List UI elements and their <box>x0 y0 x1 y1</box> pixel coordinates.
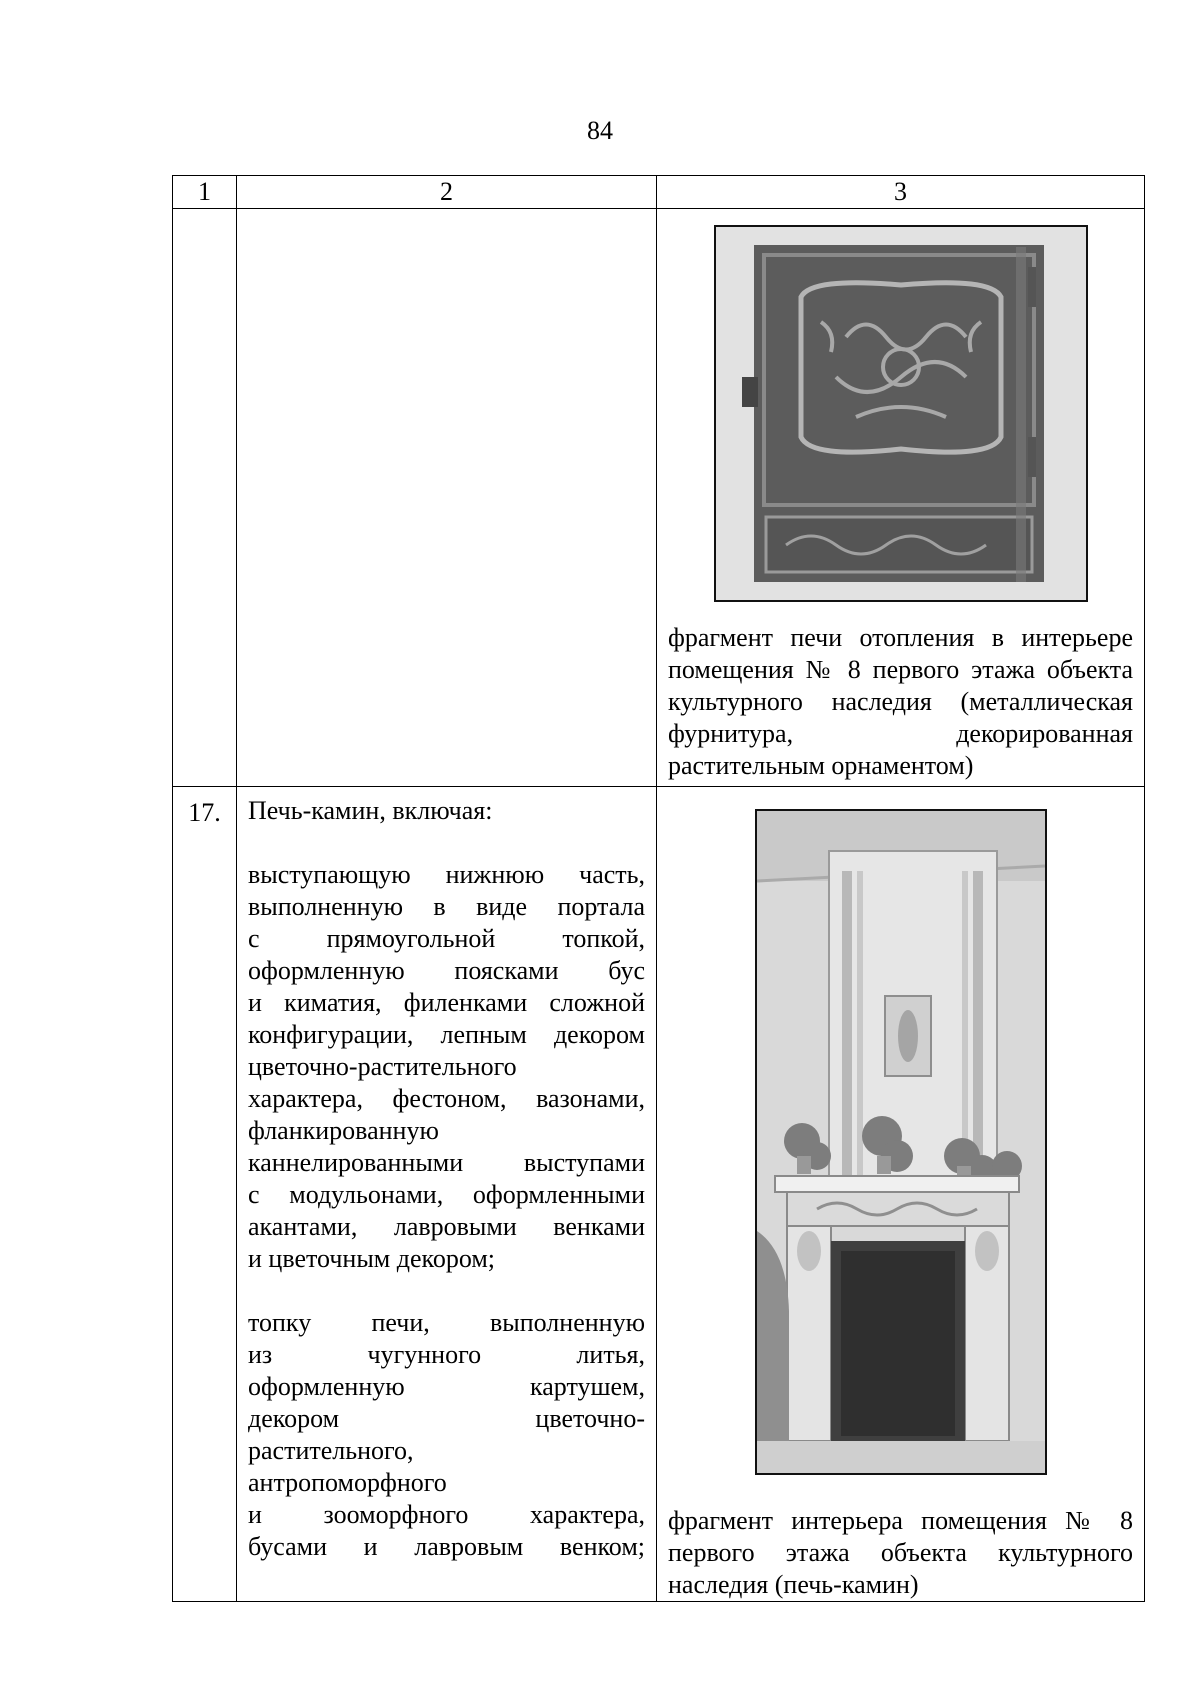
cell-photo-fireplace <box>657 787 1145 1602</box>
table-row-17 <box>173 787 1145 1602</box>
desc-line: растительного, <box>248 1436 414 1465</box>
desc-line: фланкированную <box>248 1116 439 1145</box>
desc-line: антропоморфного <box>248 1468 447 1497</box>
desc-line: каннелированными выступами <box>248 1148 645 1177</box>
header-col-3: 3 <box>657 176 1145 209</box>
heritage-table <box>172 175 1145 1602</box>
row-description <box>237 787 657 1602</box>
stove-caption-line: растительным орнаментом) <box>668 751 974 780</box>
table-header-row <box>173 176 1145 209</box>
cell-number-empty <box>173 209 237 787</box>
desc-line: с прямоугольной топкой, <box>248 924 645 953</box>
fireplace-caption-line: фрагмент интерьера помещения № 8 <box>668 1506 1133 1535</box>
fireplace-caption-line: первого этажа объекта культурного <box>668 1538 1133 1567</box>
fireplace-photo <box>755 809 1047 1475</box>
desc-line: и цветочным декором; <box>248 1244 496 1273</box>
cell-photo <box>657 209 1145 787</box>
desc-line: оформленную поясками бус <box>248 956 645 985</box>
table-row-continued <box>173 209 1145 787</box>
cell-description-empty <box>237 209 657 787</box>
stove-caption-line: фурнитура, декорированная <box>668 719 1133 748</box>
desc-line: декором цветочно- <box>248 1404 645 1433</box>
stove-door-photo <box>714 225 1088 602</box>
page-number: 84 <box>587 116 613 145</box>
stove-caption-line: культурного наследия (металлическая <box>668 687 1133 716</box>
desc-line: из чугунного литья, <box>248 1340 645 1369</box>
desc-line: акантами, лавровыми венками <box>248 1212 645 1241</box>
header-col-2: 2 <box>237 176 657 209</box>
stove-caption-line: фрагмент печи отопления в интерьере <box>668 623 1133 652</box>
item-title: Печь-камин, включая: <box>248 796 493 825</box>
desc-line: конфигурации, лепным декором <box>248 1020 645 1049</box>
desc-line: бусами и лавровым венком; <box>248 1532 645 1561</box>
desc-line: цветочно-растительного <box>248 1052 517 1081</box>
desc-line: топку печи, выполненную <box>248 1308 645 1337</box>
desc-line: и киматия, филенками сложной <box>248 988 645 1017</box>
header-col-1: 1 <box>173 176 237 209</box>
paragraph-firebox <box>248 1307 645 1563</box>
desc-line: выступающую нижнюю часть, <box>248 860 645 889</box>
fireplace-caption-line: наследия (печь-камин) <box>668 1570 919 1599</box>
fireplace-caption <box>657 1505 1144 1601</box>
desc-line: характера, фестоном, вазонами, <box>248 1084 645 1113</box>
desc-line: и зооморфного характера, <box>248 1500 645 1529</box>
desc-line: оформленную картушем, <box>248 1372 645 1401</box>
desc-line: выполненную в виде портала <box>248 892 645 921</box>
desc-line: с модульонами, оформленными <box>248 1180 645 1209</box>
paragraph-portal <box>248 859 645 1275</box>
row-number: 17. <box>173 787 237 1602</box>
stove-caption-line: помещения № 8 первого этажа объекта <box>668 655 1133 684</box>
stove-caption <box>657 622 1144 782</box>
